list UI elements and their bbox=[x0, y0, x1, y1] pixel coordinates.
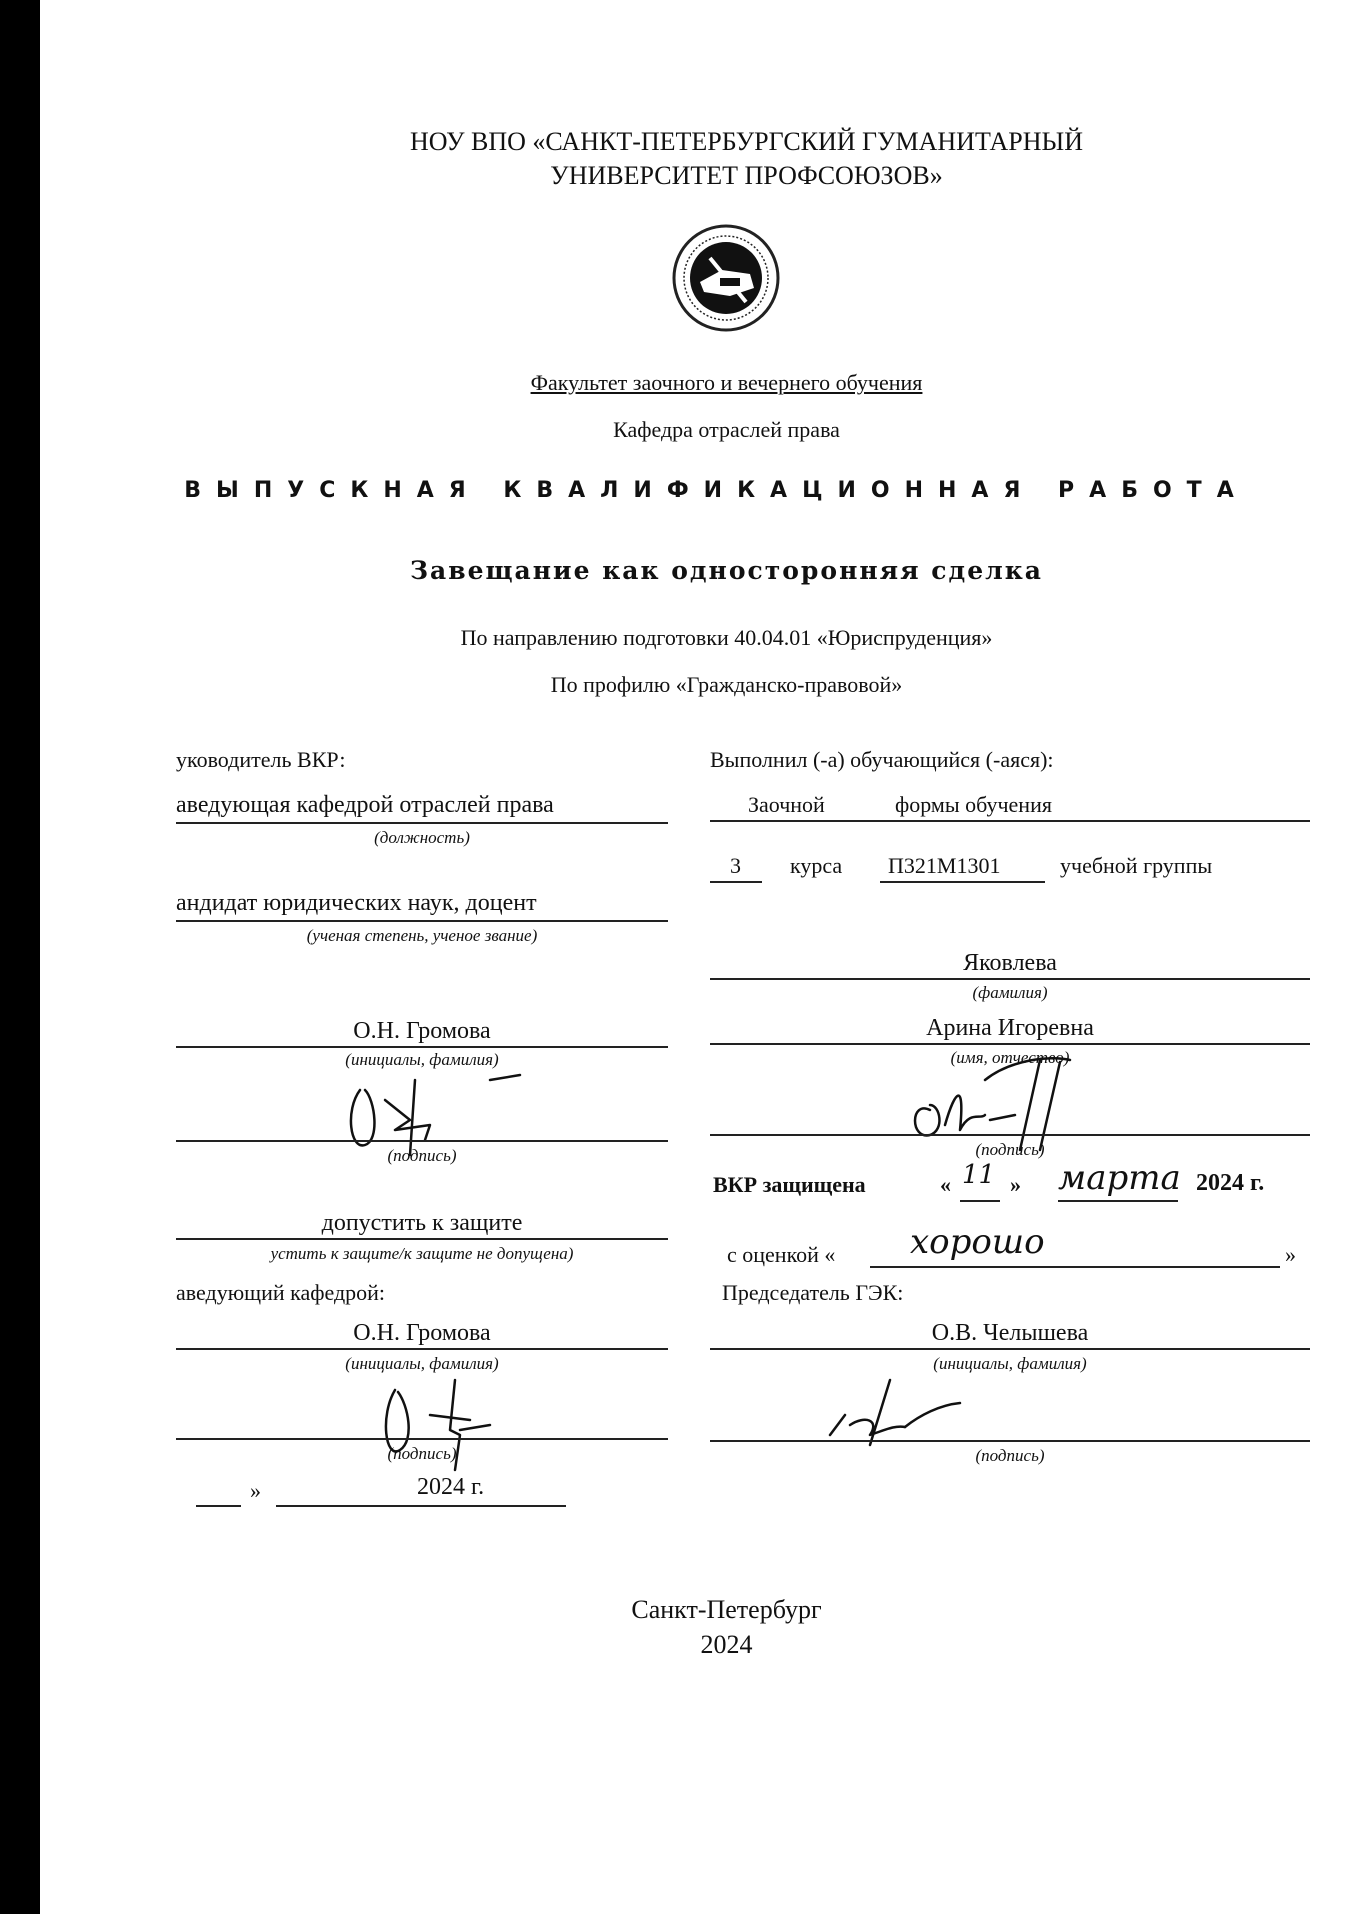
footer-year: 2024 bbox=[700, 1630, 753, 1659]
defended-day-line bbox=[960, 1200, 1000, 1202]
supervisor-name-caption: (инициалы, фамилия) bbox=[345, 1050, 499, 1069]
grade-close-quote: » bbox=[1285, 1242, 1296, 1267]
student-surname-line bbox=[710, 978, 1310, 980]
student-signature-caption: (подпись) bbox=[975, 1140, 1045, 1159]
student-surname-caption: (фамилия) bbox=[972, 983, 1048, 1002]
date-day-line bbox=[196, 1505, 241, 1507]
study-form-line bbox=[710, 820, 1310, 822]
group-value: П321М1301 bbox=[888, 853, 1001, 878]
supervisor-position-line bbox=[176, 822, 668, 824]
defended-label: ВКР защищена bbox=[713, 1172, 866, 1197]
defended-day: 11 bbox=[962, 1160, 996, 1190]
supervisor-signature-line bbox=[176, 1140, 668, 1142]
group-text: учебной группы bbox=[1060, 853, 1213, 878]
department-head-name: О.Н. Громова bbox=[353, 1320, 491, 1346]
defended-year: 2024 г. bbox=[1196, 1170, 1265, 1196]
study-form-value: Заочной bbox=[748, 792, 825, 817]
grade-label: с оценкой « bbox=[727, 1242, 836, 1267]
study-profile: По профилю «Гражданско-правовой» bbox=[550, 672, 903, 697]
grade-line bbox=[870, 1266, 1280, 1268]
defended-month-line bbox=[1058, 1200, 1178, 1202]
date-year: 2024 г. bbox=[417, 1474, 485, 1500]
defended-month: марта bbox=[1058, 1158, 1181, 1198]
document-type-heading: ВЫПУСКНАЯ КВАЛИФИКАЦИОННАЯ РАБОТА bbox=[184, 478, 1249, 503]
defended-close-quote: » bbox=[1010, 1172, 1021, 1197]
admission-caption: устить к защите/к защите не допущена) bbox=[270, 1244, 574, 1263]
group-line bbox=[880, 881, 1045, 883]
department-head-name-line bbox=[176, 1348, 668, 1350]
date-month-line bbox=[276, 1505, 566, 1507]
admission-line bbox=[176, 1238, 668, 1240]
supervisor-signature-caption: (подпись) bbox=[387, 1146, 457, 1165]
department-head-signature-line bbox=[176, 1438, 668, 1440]
footer-city: Санкт-Петербург bbox=[631, 1595, 822, 1624]
study-form-text: формы обучения bbox=[895, 792, 1052, 817]
department-head-name-caption: (инициалы, фамилия) bbox=[345, 1354, 499, 1373]
chair-signature-caption: (подпись) bbox=[975, 1446, 1045, 1465]
supervisor-name-line bbox=[176, 1046, 668, 1048]
faculty-name: Факультет заочного и вечернего обучения bbox=[530, 370, 923, 395]
date-quote: » bbox=[250, 1478, 261, 1503]
supervisor-degree-line bbox=[176, 920, 668, 922]
department-name: Кафедра отраслей права bbox=[613, 417, 840, 442]
thesis-title: Завещание как односторонняя сделка bbox=[410, 556, 1043, 585]
supervisor-label: уководитель ВКР: bbox=[176, 747, 346, 772]
defended-open-quote: « bbox=[940, 1172, 951, 1197]
supervisor-name-value: О.Н. Громова bbox=[353, 1018, 491, 1044]
student-surname-value: Яковлева bbox=[963, 950, 1057, 976]
chair-name-caption: (инициалы, фамилия) bbox=[933, 1354, 1087, 1373]
supervisor-position-caption: (должность) bbox=[374, 828, 470, 847]
supervisor-degree-value: андидат юридических наук, доцент bbox=[176, 890, 537, 916]
student-signature-line bbox=[710, 1134, 1310, 1136]
chair-name: О.В. Челышева bbox=[931, 1320, 1089, 1346]
supervisor-degree-caption: (ученая степень, ученое звание) bbox=[306, 926, 538, 945]
student-name-caption: (имя, отчество) bbox=[950, 1048, 1070, 1067]
supervisor-signature bbox=[340, 1060, 560, 1160]
department-head-label: аведующий кафедрой: bbox=[176, 1280, 386, 1305]
student-name-value: Арина Игоревна bbox=[926, 1015, 1094, 1041]
supervisor-position-value: аведующая кафедрой отраслей права bbox=[176, 792, 554, 818]
chair-name-line bbox=[710, 1348, 1310, 1350]
performer-label: Выполнил (-а) обучающийся (-аяся): bbox=[710, 747, 1054, 772]
study-direction: По направлению подготовки 40.04.01 «Юриспруденция» bbox=[460, 625, 993, 650]
grade-value: хорошо bbox=[910, 1222, 1045, 1262]
university-name-line1: НОУ ВПО «САНКТ-ПЕТЕРБУРГСКИЙ ГУМАНИТАРНЫЙ bbox=[409, 127, 1083, 156]
course-value: 3 bbox=[730, 853, 741, 878]
course-line bbox=[710, 881, 762, 883]
admission-value: допустить к защите bbox=[321, 1210, 523, 1236]
university-name-line2: УНИВЕРСИТЕТ ПРОФСОЮЗОВ» bbox=[550, 161, 943, 190]
student-name-line bbox=[710, 1043, 1310, 1045]
chair-signature bbox=[810, 1375, 990, 1455]
chair-signature-line bbox=[710, 1440, 1310, 1442]
course-text: курса bbox=[790, 853, 843, 878]
chair-label: Председатель ГЭК: bbox=[722, 1280, 904, 1305]
department-head-signature-caption: (подпись) bbox=[387, 1444, 457, 1463]
university-emblem bbox=[670, 222, 782, 334]
scan-black-edge bbox=[0, 0, 40, 1914]
